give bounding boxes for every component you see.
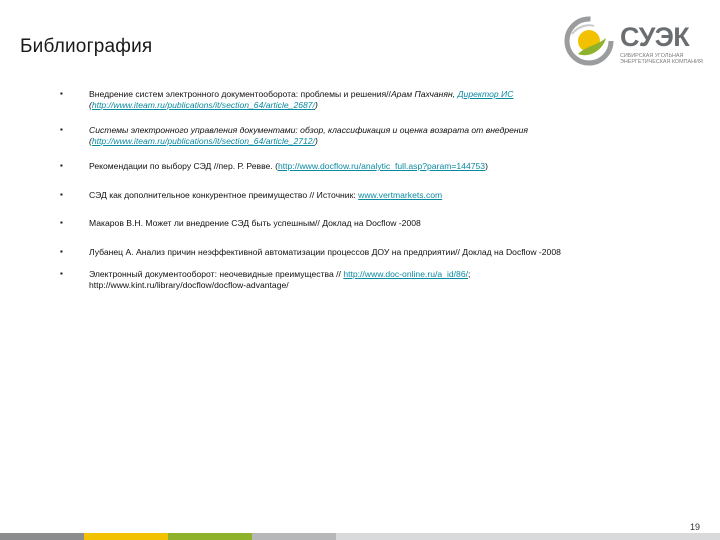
bullet-icon: ▪ xyxy=(60,218,63,227)
reference-paren: ) xyxy=(314,135,318,146)
reference-item xyxy=(60,247,700,258)
reference-text: СЭД как дополнительное конкурентное преимущество // Источник: xyxy=(89,189,359,200)
reference-link[interactable]: http://www.iteam.ru/publications/it/section_64/article_2712/ xyxy=(91,135,315,146)
suek-emblem-icon xyxy=(564,16,614,66)
footer-color-bar xyxy=(0,533,720,540)
reference-link[interactable]: http://www.docflow.ru/analytic_full.asp?param=144753 xyxy=(277,161,486,171)
reference-item xyxy=(60,161,700,172)
bullet-icon: ▪ xyxy=(60,89,63,98)
reference-item xyxy=(60,269,700,290)
reference-paren: ; xyxy=(468,269,471,279)
reference-text: Электронный документооборот: неочевидные преимущества // xyxy=(89,269,344,279)
reference-paren: ) xyxy=(485,161,488,171)
page-number: 19 xyxy=(690,522,701,532)
footer-segment xyxy=(0,533,84,540)
reference-text: Системы электронного управления документами: обзор, классификация и оценка возврата от внедрения xyxy=(89,125,529,135)
logo-wordmark: СУЭК xyxy=(620,22,690,52)
reference-paren: ( xyxy=(89,135,92,146)
reference-text: Макаров В.Н. Может ли внедрение СЭД быть успешным// Доклад на Docflow -2008 xyxy=(89,218,421,228)
bullet-icon: ▪ xyxy=(60,189,63,199)
reference-paren: ( xyxy=(89,99,92,110)
logo-subtitle: СИБИРСКАЯ УГОЛЬНАЯ ЭНЕРГЕТИЧЕСКАЯ КОМПАНИЯ xyxy=(620,53,703,66)
footer-segment xyxy=(336,533,720,540)
footer-segment xyxy=(252,533,336,540)
reference-item xyxy=(60,218,700,229)
bullet-icon: ▪ xyxy=(60,269,63,278)
reference-link[interactable]: http://www.doc-online.ru/a_id/86/ xyxy=(343,269,468,279)
reference-text: Внедрение систем электронного документооборота: проблемы и решения// xyxy=(89,89,391,99)
footer-segment xyxy=(84,533,168,540)
bibliography-list xyxy=(60,89,700,290)
reference-item xyxy=(60,89,700,110)
reference-link[interactable]: http://www.iteam.ru/publications/it/section_64/article_2687/ xyxy=(91,99,315,110)
reference-link[interactable]: Директор ИС xyxy=(457,89,514,99)
reference-text: Лубанец А. Анализ причин неэффективной автоматизации процессов ДОУ на предприятии// Доклад на Docflow -2008 xyxy=(89,246,561,257)
reference-item xyxy=(60,190,700,201)
reference-link[interactable]: www.vertmarkets.com xyxy=(358,189,443,200)
suek-logo xyxy=(556,10,706,72)
reference-item xyxy=(60,125,700,146)
slide-title: Библиография xyxy=(20,36,153,57)
reference-author: Арам Пахчанян, xyxy=(390,89,458,99)
reference-paren: ) xyxy=(314,99,318,110)
bullet-icon: ▪ xyxy=(60,161,63,170)
reference-text: Рекомендации по выбору СЭД //пер. Р. Ревве. ( xyxy=(89,161,278,171)
reference-text-line2[interactable]: http://www.kint.ru/library/docflow/docflow-advantage/ xyxy=(89,279,289,290)
footer-segment xyxy=(168,533,252,540)
bullet-icon: ▪ xyxy=(60,246,63,256)
bullet-icon: ▪ xyxy=(60,125,63,134)
